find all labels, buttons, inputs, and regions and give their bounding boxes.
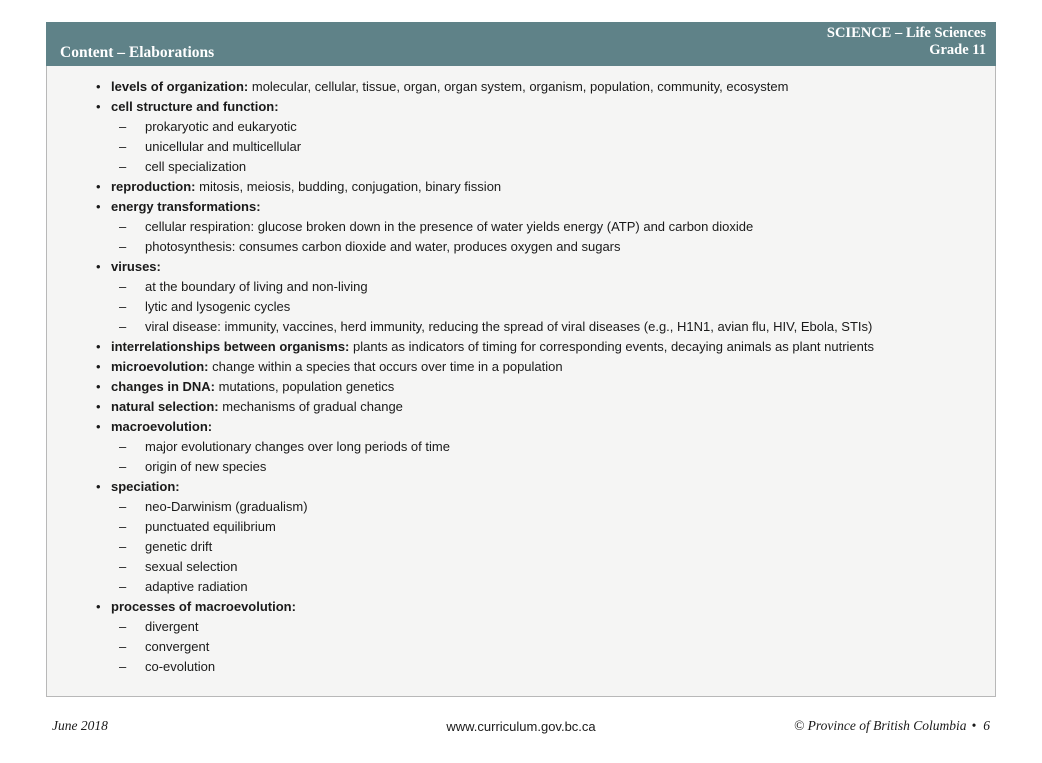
- dash-marker-icon: –: [119, 579, 127, 594]
- course-title-block: [827, 25, 986, 59]
- item-description: lytic and lysogenic cycles: [145, 299, 291, 314]
- footer-copyright-block: [794, 718, 990, 734]
- dash-marker-icon: –: [119, 639, 127, 654]
- sub-bullet-item: [58, 637, 984, 657]
- item-description: mutations, population genetics: [215, 379, 395, 394]
- dash-marker-icon: –: [119, 659, 127, 674]
- item-term: viruses:: [111, 259, 161, 274]
- sub-bullet-item: [58, 217, 984, 237]
- dash-marker-icon: –: [119, 519, 127, 534]
- bullet-item: [58, 357, 984, 377]
- dash-marker-icon: –: [119, 619, 127, 634]
- dash-marker-icon: –: [119, 139, 127, 154]
- item-description: co-evolution: [145, 659, 216, 674]
- sub-bullet-item: [58, 117, 984, 137]
- dash-marker-icon: –: [119, 459, 127, 474]
- item-term: reproduction:: [111, 179, 196, 194]
- item-term: levels of organization:: [111, 79, 249, 94]
- footer-website: www.curriculum.gov.bc.ca: [446, 719, 596, 734]
- item-description: mechanisms of gradual change: [218, 399, 403, 414]
- elaborations-list: [46, 66, 996, 697]
- bullet-item: [58, 77, 984, 97]
- item-term: speciation:: [111, 479, 180, 494]
- sub-bullet-item: [58, 297, 984, 317]
- item-term: cell structure and function:: [111, 99, 279, 114]
- dash-marker-icon: –: [119, 319, 127, 334]
- dash-marker-icon: –: [119, 499, 127, 514]
- item-description: prokaryotic and eukaryotic: [145, 119, 297, 134]
- page-footer: [46, 718, 996, 740]
- item-term: energy transformations:: [111, 199, 261, 214]
- sub-bullet-item: [58, 157, 984, 177]
- sub-bullet-item: [58, 317, 984, 337]
- section-header-band: [46, 22, 996, 66]
- item-term: natural selection:: [111, 399, 219, 414]
- bullet-marker-icon: •: [96, 379, 101, 394]
- sub-bullet-item: [58, 517, 984, 537]
- bullet-item: [58, 97, 984, 117]
- item-term: processes of macroevolution:: [111, 599, 296, 614]
- bullet-marker-icon: •: [96, 599, 101, 614]
- item-description: neo-Darwinism (gradualism): [145, 499, 308, 514]
- item-description: adaptive radiation: [145, 579, 248, 594]
- bullet-marker-icon: •: [96, 259, 101, 274]
- bullet-item: [58, 417, 984, 437]
- item-description: origin of new species: [145, 459, 267, 474]
- section-title: Content – Elaborations: [60, 44, 215, 62]
- item-description: plants as indicators of timing for corresponding events, decaying animals as plant nutrients: [349, 339, 875, 354]
- sub-bullet-item: [58, 457, 984, 477]
- sub-bullet-item: [58, 137, 984, 157]
- bullet-item: [58, 477, 984, 497]
- footer-page-number: 6: [983, 718, 990, 733]
- sub-bullet-item: [58, 537, 984, 557]
- item-description: molecular, cellular, tissue, organ, organ system, organism, population, community, ecosystem: [248, 79, 789, 94]
- dash-marker-icon: –: [119, 119, 127, 134]
- bullet-marker-icon: •: [96, 359, 101, 374]
- dash-marker-icon: –: [119, 279, 127, 294]
- dash-marker-icon: –: [119, 559, 127, 574]
- item-description: mitosis, meiosis, budding, conjugation, binary fission: [195, 179, 502, 194]
- bullet-marker-icon: •: [96, 399, 101, 414]
- item-description: cellular respiration: glucose broken down in the presence of water yields energy (ATP) and carbon dioxide: [145, 219, 754, 234]
- dash-marker-icon: –: [119, 219, 127, 234]
- sub-bullet-item: [58, 277, 984, 297]
- sub-bullet-item: [58, 437, 984, 457]
- item-description: change within a species that occurs over time in a population: [208, 359, 563, 374]
- bullet-item: [58, 257, 984, 277]
- sub-bullet-item: [58, 497, 984, 517]
- dash-marker-icon: –: [119, 539, 127, 554]
- bullet-item: [58, 397, 984, 417]
- item-description: genetic drift: [145, 539, 213, 554]
- dash-marker-icon: –: [119, 159, 127, 174]
- bullet-marker-icon: •: [96, 339, 101, 354]
- bullet-item: [58, 597, 984, 617]
- bullet-item: [58, 337, 984, 357]
- bullet-item: [58, 377, 984, 397]
- item-description: sexual selection: [145, 559, 238, 574]
- footer-date: June 2018: [52, 718, 108, 733]
- footer-separator: •: [971, 718, 977, 733]
- bullet-item: [58, 197, 984, 217]
- sub-bullet-item: [58, 617, 984, 637]
- bullet-marker-icon: •: [96, 79, 101, 94]
- course-subject: SCIENCE – Life Sciences: [826, 25, 986, 41]
- sub-bullet-item: [58, 237, 984, 257]
- item-term: microevolution:: [111, 359, 209, 374]
- bullet-marker-icon: •: [96, 199, 101, 214]
- dash-marker-icon: –: [119, 439, 127, 454]
- bullet-marker-icon: •: [96, 179, 101, 194]
- item-description: viral disease: immunity, vaccines, herd immunity, reducing the spread of viral diseases (e.g., H1N1, avian flu, HIV, Ebola, STIs): [145, 319, 873, 334]
- dash-marker-icon: –: [119, 299, 127, 314]
- item-description: divergent: [145, 619, 199, 634]
- sub-bullet-item: [58, 577, 984, 597]
- item-description: punctuated equilibrium: [145, 519, 276, 534]
- item-term: interrelationships between organisms:: [111, 339, 350, 354]
- item-description: major evolutionary changes over long periods of time: [145, 439, 450, 454]
- course-grade: Grade 11: [929, 42, 986, 59]
- sub-bullet-item: [58, 557, 984, 577]
- item-description: convergent: [145, 639, 210, 654]
- item-term: macroevolution:: [111, 419, 213, 434]
- dash-marker-icon: –: [119, 239, 127, 254]
- item-term: changes in DNA:: [111, 379, 216, 394]
- bullet-marker-icon: •: [96, 99, 101, 114]
- footer-copyright: © Province of British Columbia: [794, 718, 967, 733]
- item-description: unicellular and multicellular: [145, 139, 302, 154]
- item-description: at the boundary of living and non-living: [145, 279, 368, 294]
- bullet-marker-icon: •: [96, 419, 101, 434]
- item-description: cell specialization: [145, 159, 247, 174]
- bullet-marker-icon: •: [96, 479, 101, 494]
- item-description: photosynthesis: consumes carbon dioxide and water, produces oxygen and sugars: [145, 239, 621, 254]
- sub-bullet-item: [58, 657, 984, 677]
- bullet-item: [58, 177, 984, 197]
